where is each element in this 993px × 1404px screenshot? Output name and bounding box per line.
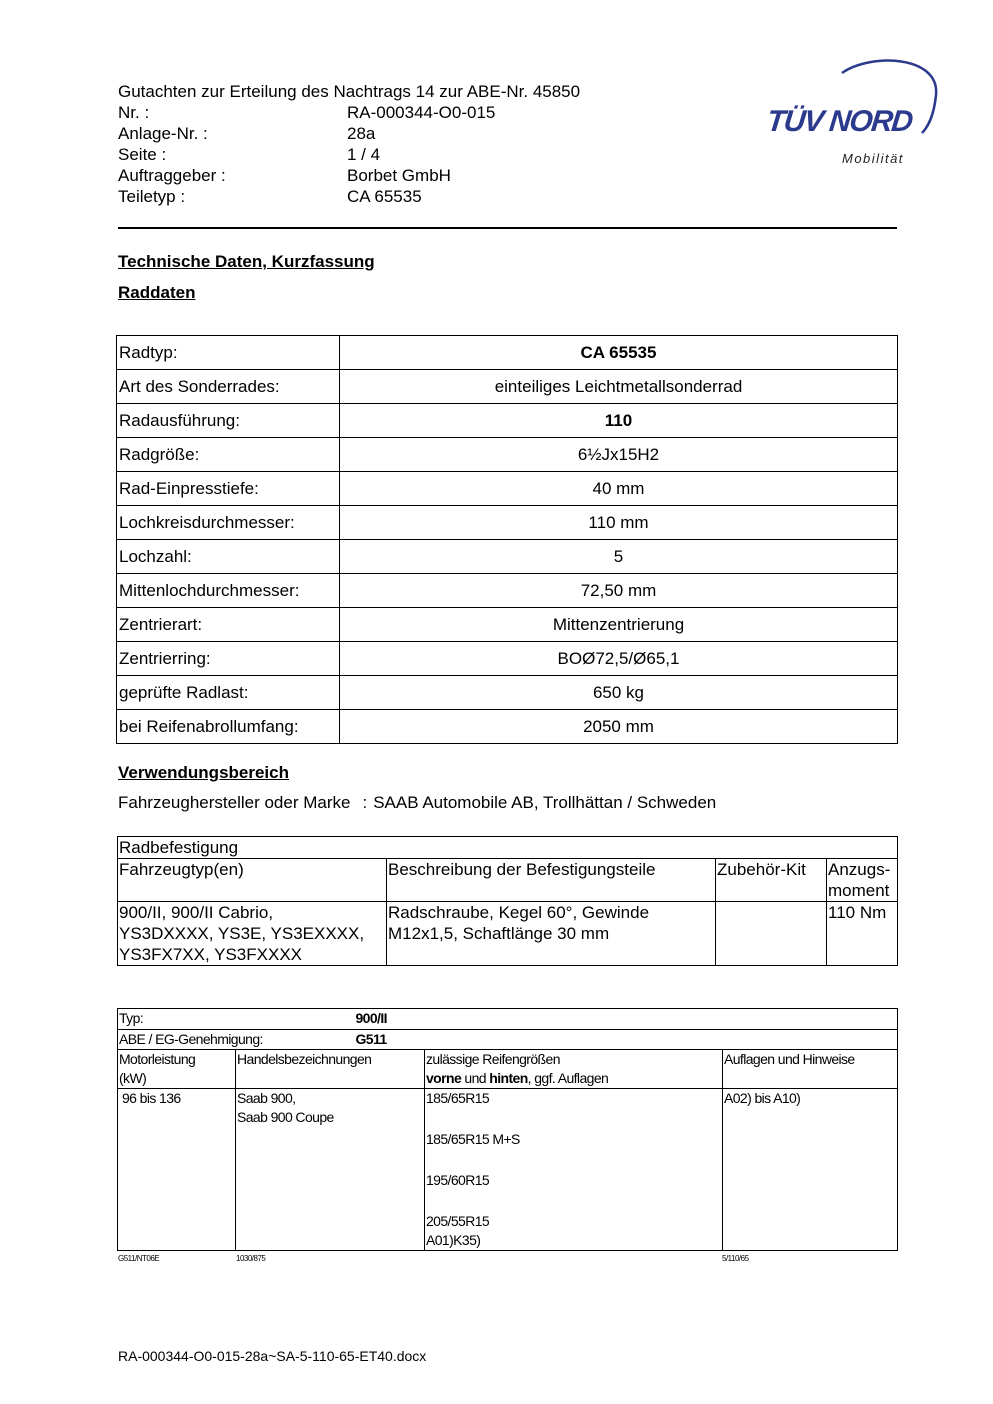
header-value-nr: RA-000344-O0-015 <box>347 103 496 122</box>
usage-label: Fahrzeughersteller oder Marke <box>118 793 351 812</box>
abe-label: ABE / EG-Genehmigung: <box>119 1031 263 1047</box>
table-row <box>117 574 898 608</box>
cell-reifengroessen <box>425 1089 723 1251</box>
col-header-auflagen: Auflagen und Hinweise <box>723 1050 898 1089</box>
table-row <box>117 608 898 642</box>
col-header-beschreibung: Beschreibung der Befestigungsteile <box>387 859 716 902</box>
typ-table <box>117 1008 898 1251</box>
reifen-header-line1: zulässige Reifengrößen <box>426 1051 560 1067</box>
table-row <box>117 676 898 710</box>
document-title: Gutachten zur Erteilung des Nachtrags 14 zur ABE-Nr. 45850 <box>118 82 581 101</box>
header-label-anlage: Anlage-Nr. : <box>118 124 208 143</box>
cell-beschreibung: Radschraube, Kegel 60°, Gewinde M12x1,5, Schaftlänge 30 mm <box>387 902 716 966</box>
raddaten-value: 5 <box>340 540 898 574</box>
footer-code-3: 5/110/65 <box>722 1254 749 1263</box>
table-row <box>117 370 898 404</box>
raddaten-value: 40 mm <box>340 472 898 506</box>
raddaten-value: Mittenzentrierung <box>340 608 898 642</box>
raddaten-label: Art des Sonderrades: <box>117 370 340 404</box>
abe-value: G511 <box>355 1031 387 1047</box>
cell-anzugsmoment: 110 Nm <box>827 902 898 966</box>
raddaten-label: geprüfte Radlast: <box>117 676 340 710</box>
raddaten-value: 2050 mm <box>340 710 898 744</box>
raddaten-label: Lochkreisdurchmesser: <box>117 506 340 540</box>
col-header-zubehoer: Zubehör-Kit <box>716 859 827 902</box>
reifen-header-hinten: hinten <box>489 1070 528 1086</box>
table-row <box>117 642 898 676</box>
cell-fahrzeugtypen: 900/II, 900/II Cabrio, YS3DXXXX, YS3E, YS3EXXXX, YS3FX7XX, YS3FXXXX <box>118 902 387 966</box>
header-label-seite: Seite : <box>118 145 167 164</box>
reifen-item: 205/55R15 <box>426 1213 490 1229</box>
raddaten-label: Lochzahl: <box>117 540 340 574</box>
tuev-nord-logo <box>760 55 940 175</box>
col-header-handelsbezeichnungen: Handelsbezeichnungen <box>236 1050 425 1089</box>
raddaten-value: 72,50 mm <box>340 574 898 608</box>
table-row <box>117 540 898 574</box>
radbefestigung-table <box>117 836 898 966</box>
typ-value: 900/II <box>355 1010 387 1026</box>
section-raddaten: Raddaten <box>118 283 196 302</box>
header-label-nr: Nr. : <box>118 103 150 122</box>
section-technische-daten: Technische Daten, Kurzfassung <box>118 252 375 271</box>
raddaten-label: Radgröße: <box>117 438 340 472</box>
col-header-reifengroessen <box>425 1050 723 1089</box>
raddaten-label: bei Reifenabrollumfang: <box>117 710 340 744</box>
document-filename: RA-000344-O0-015-28a~SA-5-110-65-ET40.docx <box>118 1348 427 1364</box>
usage-value: SAAB Automobile AB, Trollhättan / Schweden <box>373 793 717 812</box>
table-row <box>118 1030 898 1050</box>
col-header-fahrzeugtyp: Fahrzeugtyp(en) <box>118 859 387 902</box>
section-verwendungsbereich: Verwendungsbereich <box>118 763 289 782</box>
header-label-auftraggeber: Auftraggeber : <box>118 166 226 185</box>
usage-line <box>118 793 716 813</box>
cell-handelsbezeichnungen: Saab 900, Saab 900 Coupe <box>236 1089 425 1251</box>
raddaten-label: Radausführung: <box>117 404 340 438</box>
cell-motorleistung: 96 bis 136 <box>118 1089 236 1251</box>
usage-separator: : <box>362 793 368 812</box>
raddaten-label: Rad-Einpresstiefe: <box>117 472 340 506</box>
raddaten-value: einteiliges Leichtmetallsonderrad <box>340 370 898 404</box>
raddaten-label: Radtyp: <box>117 336 340 370</box>
table-row <box>118 859 898 902</box>
reifen-header-und: und <box>461 1070 490 1086</box>
logo-subtitle: Mobilität <box>842 151 904 166</box>
footer-code-2: 1030/875 <box>236 1254 266 1263</box>
radbefestigung-title: Radbefestigung <box>118 837 898 859</box>
cell-auflagen: A02) bis A10) <box>723 1089 898 1251</box>
cell-zubehoer-kit <box>716 902 827 966</box>
raddaten-value: CA 65535 <box>340 336 898 370</box>
table-row <box>118 1009 898 1030</box>
table-row <box>118 902 898 966</box>
col-header-motorleistung: Motorleistung (kW) <box>118 1050 236 1089</box>
table-row <box>118 1089 898 1251</box>
table-row <box>117 710 898 744</box>
reifen-item: 185/65R15 M+S <box>426 1131 520 1147</box>
header-value-teiletyp: CA 65535 <box>347 187 422 206</box>
reifen-header-vorne: vorne <box>426 1070 462 1086</box>
reifen-item: 185/65R15 <box>426 1090 490 1106</box>
col-header-anzugsmoment: Anzugs- moment <box>827 859 898 902</box>
table-row <box>117 404 898 438</box>
raddaten-value: 6½Jx15H2 <box>340 438 898 472</box>
raddaten-label: Zentrierring: <box>117 642 340 676</box>
table-row <box>117 506 898 540</box>
table-row <box>117 472 898 506</box>
table-row <box>118 837 898 859</box>
logo-wordmark: TÜV NORD <box>765 105 914 138</box>
header-divider <box>118 227 897 229</box>
table-row <box>117 336 898 370</box>
reifen-auflagen: A01)K35) <box>426 1232 481 1248</box>
raddaten-value: 650 kg <box>340 676 898 710</box>
typ-label: Typ: <box>119 1010 144 1026</box>
reifen-header-rest: , ggf. Auflagen <box>527 1070 609 1086</box>
raddaten-value: BOØ72,5/Ø65,1 <box>340 642 898 676</box>
header-value-anlage: 28a <box>347 124 376 143</box>
raddaten-label: Zentrierart: <box>117 608 340 642</box>
raddaten-value: 110 mm <box>340 506 898 540</box>
header-value-auftraggeber: Borbet GmbH <box>347 166 451 185</box>
table-row <box>118 1050 898 1089</box>
raddaten-value: 110 <box>340 404 898 438</box>
table-row <box>117 438 898 472</box>
header-label-teiletyp: Teiletyp : <box>118 187 186 206</box>
reifen-item: 195/60R15 <box>426 1172 490 1188</box>
raddaten-label: Mittenlochdurchmesser: <box>117 574 340 608</box>
footer-code-1: G511/NT06E <box>118 1254 160 1263</box>
raddaten-table <box>116 335 898 744</box>
header-value-seite: 1 / 4 <box>347 145 381 164</box>
